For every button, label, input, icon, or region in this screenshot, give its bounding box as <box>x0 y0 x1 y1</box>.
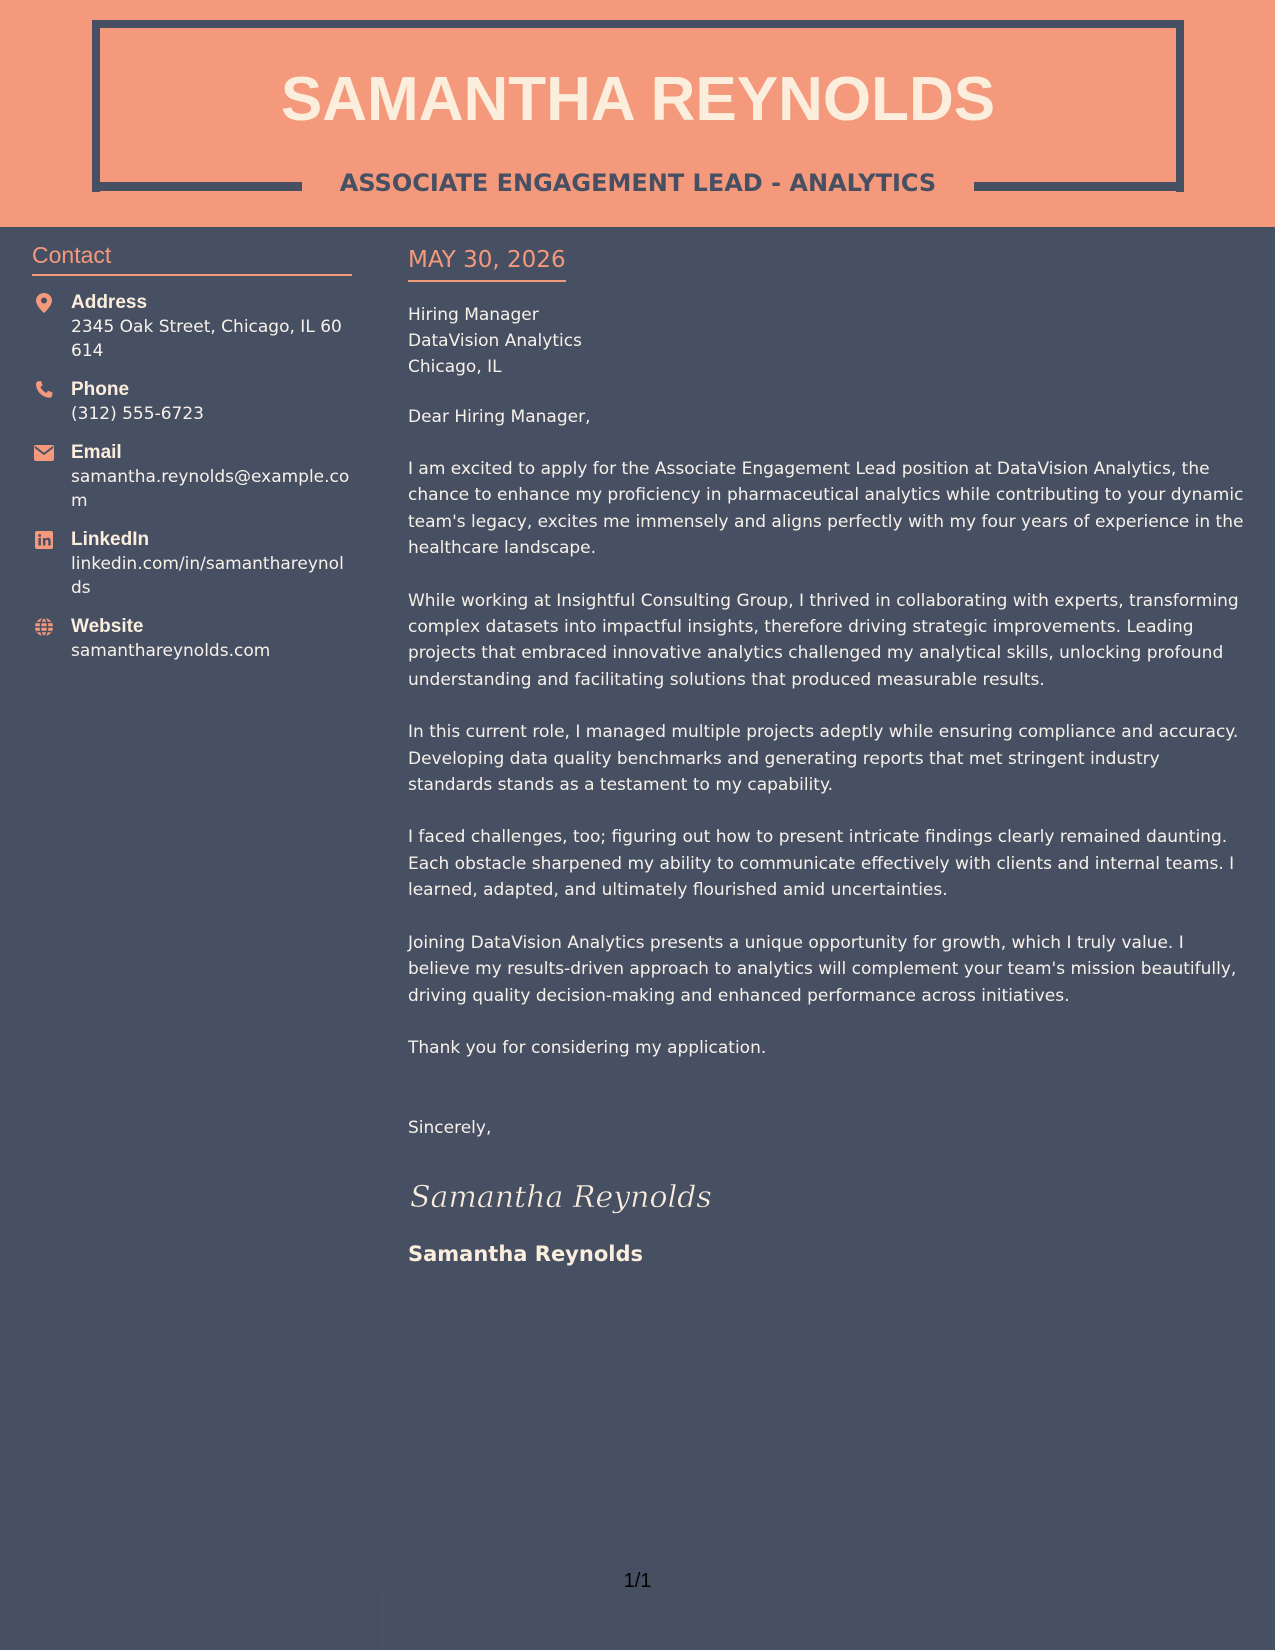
contact-item-phone <box>32 377 352 426</box>
header-banner <box>0 0 1275 227</box>
paragraph: I faced challenges, too; figuring out how to present intricate findings clearly remained daunting. Each obstacle sharpened my ability to communicate effectively with clients and internal teams. I learned, adapted, and ultimately flourished amid uncertainties. <box>408 827 1235 901</box>
contact-item-linkedin <box>32 527 352 600</box>
contact-heading: Contact <box>32 240 352 276</box>
contact-label: Address <box>71 292 148 313</box>
letter-body <box>408 244 1248 1269</box>
salutation: Dear Hiring Manager, <box>408 407 591 427</box>
contact-item-email <box>32 440 352 513</box>
signed-name: Samantha Reynolds <box>408 1242 643 1267</box>
job-title: ASSOCIATE ENGAGEMENT LEAD - ANALYTICS <box>339 169 937 197</box>
paragraph: While working at Insightful Consulting Group, I thrived in collaborating with experts, transforming complex datasets into impactful insights, therefore driving strategic improvements. Leading projects that embraced innovative analytics challenged my analytical skills, unlocking profound understanding and facilitating solutions that produced measurable results. <box>408 590 1239 690</box>
paragraph: I am excited to apply for the Associate Engagement Lead position at DataVision Analytics, the chance to enhance my proficiency in pharmaceutical analytics while contributing to your dynamic team's legacy, excites me immensely and aligns perfectly with my four years of experience in the healthcare landscape. <box>408 459 1244 559</box>
map-pin-icon <box>34 293 54 313</box>
handwritten-signature <box>408 1171 712 1219</box>
phone-icon <box>34 380 54 400</box>
contact-label: Email <box>71 442 122 463</box>
website-value[interactable]: samanthareynolds.com <box>71 641 271 661</box>
signature-text: Samantha Reynolds <box>410 1180 712 1216</box>
email-value[interactable]: samantha.reynolds@example.com <box>71 467 350 511</box>
recipient-title: Hiring Manager <box>408 305 539 325</box>
column-divider <box>382 1590 383 1650</box>
phone-value: (312) 555-6723 <box>71 404 204 424</box>
linkedin-icon <box>34 530 54 550</box>
contact-label: Phone <box>71 379 130 400</box>
linkedin-value[interactable]: linkedin.com/in/samanthareynolds <box>71 554 344 598</box>
globe-icon <box>34 617 54 637</box>
applicant-name: SAMANTHA REYNOLDS <box>280 65 996 134</box>
recipient-block <box>408 302 1248 380</box>
header-frame-bottom-right <box>974 182 1184 191</box>
envelope-icon <box>34 443 54 463</box>
letter-date: MAY 30, 2026 <box>408 244 566 282</box>
recipient-company: DataVision Analytics <box>408 331 582 351</box>
closing: Sincerely, <box>408 1118 492 1139</box>
contact-item-address <box>32 290 352 363</box>
paragraph: Thank you for considering my application. <box>408 1037 767 1058</box>
address-value: 2345 Oak Street, Chicago, IL 60614 <box>71 317 342 361</box>
page-number: 1/1 <box>623 1570 652 1592</box>
paragraph: In this current role, I managed multiple projects adeptly while ensuring compliance and accuracy. Developing data quality benchmarks and generating reports that met stringent industry standards stands as a testament to my capability. <box>408 722 1239 796</box>
contact-sidebar <box>32 240 352 663</box>
header-frame-bottom-left <box>92 182 302 191</box>
contact-label: Website <box>71 616 144 637</box>
contact-item-website <box>32 614 352 663</box>
contact-label: LinkedIn <box>71 529 150 550</box>
paragraph: Joining DataVision Analytics presents a unique opportunity for growth, which I truly value. I believe my results-driven approach to analytics will complement your team's mission beautifully, driving quality decision-making and enhanced performance across initiatives. <box>408 932 1237 1006</box>
recipient-location: Chicago, IL <box>408 357 502 377</box>
